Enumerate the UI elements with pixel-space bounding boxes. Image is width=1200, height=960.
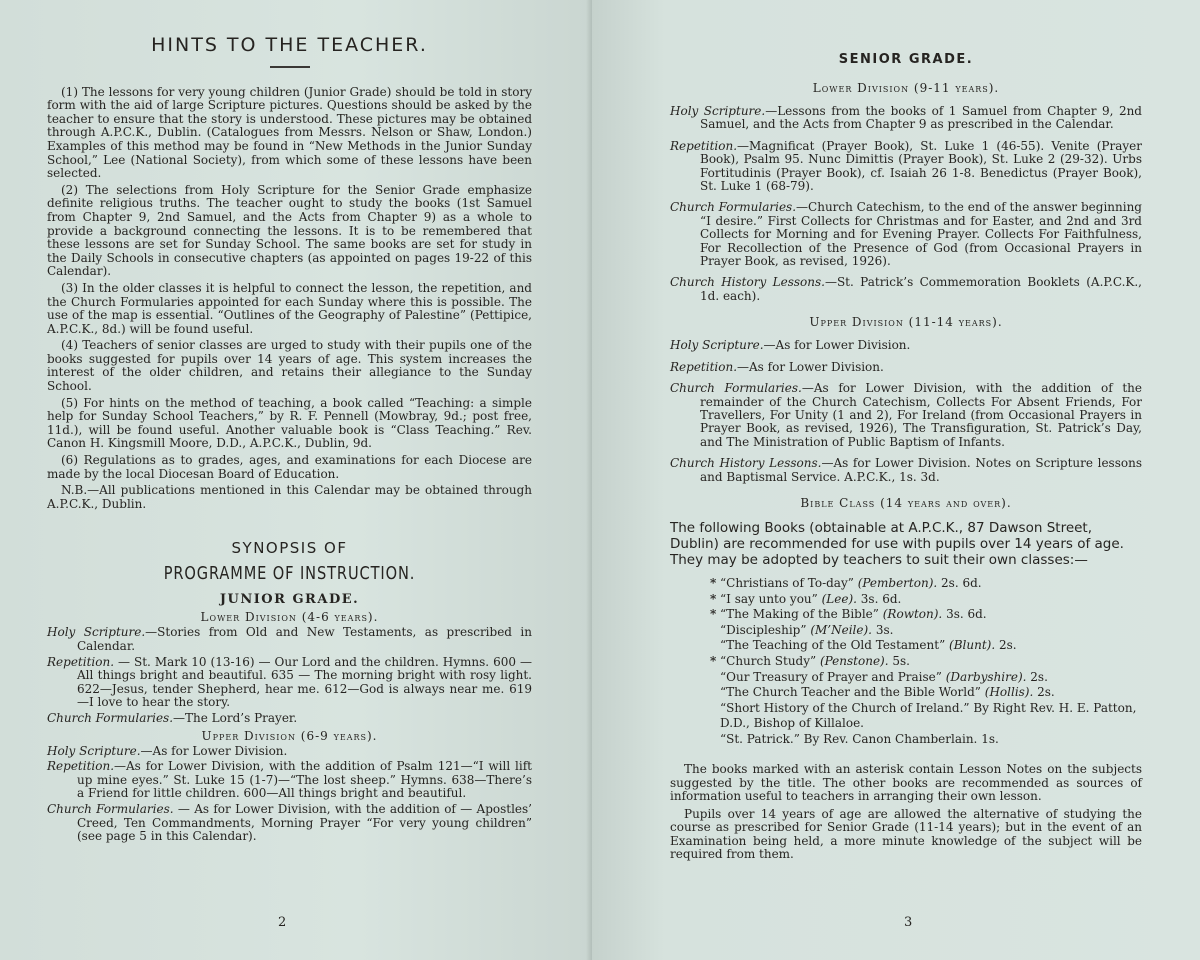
entry-label: Church Formularies. bbox=[47, 801, 174, 816]
junior-upper-entry bbox=[47, 745, 532, 759]
entry-text: — As for Lower Division, with the addition of — Apostles’ Creed, Ten Commandments, Morning Prayer “For very young children” (see page 5 in this Calendar). bbox=[77, 801, 532, 844]
hint-paragraph-1: (1) The lessons for very young children (Junior Grade) should be told in story form with the aid of large Scripture pictures. Questions should be asked by the teacher to ensure that the story is understood. These pictures may be obtained through A.P.C.K., Dublin. (Catalogues from Messrs. Nelson or Shaw, London.) Examples of this method may be found in “New Methods in the Junior Sunday School,” Lee (National Society), from which some of these lessons have been selected. bbox=[47, 84, 532, 181]
hint-paragraph-3: (3) In the older classes it is helpful to connect the lesson, the repetition, and the Church Formularies appointed for each Sunday where this is possible. The use of the map is essential. “Outlines of the Geography of Palestine” (Pettipice, A.P.C.K., 8d.) will be found useful. bbox=[47, 280, 532, 336]
book-title: “The Church Teacher and the Bible World” bbox=[720, 685, 981, 700]
book-author: (Darbyshire). bbox=[945, 669, 1027, 684]
left-page bbox=[0, 0, 592, 960]
book-title: “The Making of the Bible” bbox=[720, 607, 879, 622]
book-item bbox=[690, 592, 1142, 608]
entry-label: Repetition. bbox=[670, 359, 738, 374]
entry-text: —The Lord’s Prayer. bbox=[173, 710, 298, 725]
book-author: (Hollis). bbox=[984, 685, 1034, 700]
book-author: (Blunt). bbox=[949, 638, 996, 653]
entry-text: —As for Lower Division, with the addition of the remainder of the Church Catechism, Collects For Absent Friends, For Travellers, For Unity (1 and 2), For Ireland (from Occasional Prayers in Prayer Book, as revised, 1926), The Transfiguration, St. Patrick’s Day, and The Ministration of Public Baptism of Infants. bbox=[700, 381, 1142, 449]
book-price: 2s. bbox=[1030, 669, 1048, 684]
entry-text: — St. Mark 10 (13-16) — Our Lord and the children. Hymns. 600 — All things bright and beautiful. 635 — The morning bright with rosy light. 622—Jesus, tender Shepherd, hear me. 612—God is always near me. 619—I love to hear the story. bbox=[77, 654, 532, 710]
entry-text: —Church Catechism, to the end of the answer beginning “I desire.” First Collects for Christmas and for Easter, and 2nd and 3rd Collects for Morning and for Evening Prayer. Collects For Faithfulness, For Recollection of the Presence of God (from Occasional Prayers in Prayer Book, as revised, 1926). bbox=[700, 200, 1142, 269]
junior-lower-division: Lower Division (4-6 years). bbox=[200, 610, 379, 625]
senior-lower-entry bbox=[670, 140, 1142, 194]
book-author: (Pemberton). bbox=[857, 575, 938, 590]
entry-label: Holy Scripture. bbox=[47, 625, 146, 640]
hint-paragraph-2: (2) The selections from Holy Scripture for the Senior Grade emphasize definite religious truths. The teacher ought to study the books (1st Samuel from Chapter 9, 2nd Samuel, and the Acts from Chapter 9) as a whole to provide a background connecting the lessons. It is to be remembered that these lessons are set for Sunday School. The same books are set for study in the Daily Schools in consecutive chapters (as appointed on pages 19-22 of this Calendar). bbox=[47, 182, 532, 279]
junior-upper-entry bbox=[47, 803, 532, 844]
book-title: “I say unto you” bbox=[720, 591, 818, 606]
junior-lower-entry bbox=[47, 656, 532, 710]
hint-paragraph-4: (4) Teachers of senior classes are urged to study with their pupils one of the books suggested for pupils over 14 years of age. This system increases the interest of the older children, and retains their allegiance to the Sunday School. bbox=[47, 338, 532, 394]
senior-upper-division: Upper Division (11-14 years). bbox=[809, 315, 1003, 330]
entry-label: Church Formularies. bbox=[670, 381, 802, 396]
senior-upper-entry bbox=[670, 457, 1142, 484]
right-page bbox=[592, 0, 1200, 960]
hint-paragraph-6: (6) Regulations as to grades, ages, and examinations for each Diocese are made by the local Diocesan Board of Education. bbox=[47, 453, 532, 481]
senior-upper-entry bbox=[670, 382, 1142, 449]
asterisk-mark: * bbox=[710, 575, 717, 590]
book-author: (Rowton). bbox=[882, 607, 943, 622]
asterisk-mark: * bbox=[710, 653, 717, 668]
synopsis-line-2: PROGRAMME OF INSTRUCTION. bbox=[163, 563, 416, 585]
book-price: 3s. bbox=[875, 622, 894, 637]
book-author: By Right Rev. H. E. Patton, D.D., Bishop of Killaloe. bbox=[720, 700, 1137, 731]
senior-lower-entry bbox=[670, 105, 1142, 132]
book-author: (Penstone). bbox=[819, 653, 889, 668]
senior-upper-entry bbox=[670, 361, 1142, 374]
entry-text: —St. Patrick’s Commemoration Booklets (A.P.C.K., 1d. each). bbox=[700, 275, 1142, 303]
bible-class-intro: The following Books (obtainable at A.P.C.K., 87 Dawson Street, Dublin) are recommended for use with pupils over 14 years of age. They may be adopted by teachers to suit their own classes:— bbox=[670, 519, 1124, 568]
junior-upper-entry bbox=[47, 760, 532, 801]
bible-class-heading: Bible Class (14 years and over). bbox=[800, 495, 1012, 510]
junior-upper-division: Upper Division (6-9 years). bbox=[201, 728, 378, 743]
entry-label: Holy Scripture. bbox=[670, 104, 766, 118]
book-item bbox=[690, 670, 1142, 686]
entry-text: —As for Lower Division. bbox=[763, 338, 911, 353]
book-title: “Church Study” bbox=[720, 653, 817, 668]
entry-label: Church History Lessons. bbox=[670, 456, 822, 471]
junior-grade-title: JUNIOR GRADE. bbox=[219, 592, 360, 608]
entry-label: Church Formularies. bbox=[670, 200, 797, 215]
book-author: (Lee). bbox=[821, 591, 857, 606]
synopsis-heading bbox=[47, 539, 532, 584]
page-number: 3 bbox=[904, 915, 913, 930]
senior-lower-entry bbox=[670, 201, 1142, 268]
senior-upper-entry bbox=[670, 339, 1142, 352]
book-title: “Short History of the Church of Ireland.” bbox=[720, 700, 970, 715]
book-item bbox=[690, 685, 1142, 701]
entry-label: Repetition. bbox=[47, 759, 115, 774]
book-title: “The Teaching of the Old Testament” bbox=[720, 638, 946, 653]
entry-text: —Lessons from the books of 1 Samuel from Chapter 9, 2nd Samuel, and the Acts from Chapter 9 as prescribed in the Calendar. bbox=[700, 104, 1142, 132]
book-item bbox=[690, 607, 1142, 623]
book-item bbox=[690, 638, 1142, 654]
entry-label: Repetition. bbox=[670, 138, 738, 153]
entry-text: —Magnificat (Prayer Book), St. Luke 1 (46-55). Venite (Prayer Book), Psalm 95. Nunc Dimittis (Prayer Book), St. Luke 2 (29-32). Urbs Fortitudinis (Prayer Book), cf. Isaiah 26 1-8. Benedictus (Prayer Book), St. Luke 1 (68-79). bbox=[700, 138, 1142, 194]
book-item bbox=[690, 732, 1142, 748]
entry-label: Holy Scripture. bbox=[670, 338, 764, 353]
asterisk-note: The books marked with an asterisk contain Lesson Notes on the subjects suggested by the title. The other books are recommended as sources of information useful to teachers in arranging their own lesson. bbox=[670, 762, 1142, 804]
junior-lower-entry bbox=[47, 712, 532, 726]
entry-label: Repetition. bbox=[47, 654, 115, 669]
book-list bbox=[690, 576, 1142, 748]
book-price: 2s. 6d. bbox=[941, 575, 982, 590]
junior-lower-entry bbox=[47, 626, 532, 653]
book-item bbox=[690, 654, 1142, 670]
book-item bbox=[690, 623, 1142, 639]
asterisk-mark: * bbox=[710, 591, 717, 606]
entry-text: —As for Lower Division. bbox=[140, 743, 288, 758]
alternative-note: Pupils over 14 years of age are allowed the alternative of studying the course as prescribed for Senior Grade (11-14 years); but in the event of an Examination being held, a more minute knowledge of the subject will be required from them. bbox=[670, 806, 1142, 861]
book-author: By Rev. Canon Chamberlain. bbox=[803, 731, 978, 746]
senior-lower-entry bbox=[670, 276, 1142, 303]
book-price: 1s. bbox=[981, 731, 999, 746]
book-price: 3s. 6d. bbox=[946, 607, 987, 622]
hints-heading: HINTS TO THE TEACHER. bbox=[151, 34, 428, 56]
book-title: “Our Treasury of Prayer and Praise” bbox=[720, 669, 942, 684]
synopsis-line-1: SYNOPSIS OF bbox=[231, 539, 348, 558]
heading-rule bbox=[270, 66, 310, 68]
asterisk-mark: * bbox=[710, 607, 717, 622]
page-number: 2 bbox=[278, 915, 287, 930]
entry-text: —As for Lower Division, with the addition of Psalm 121—“I will lift up mine eyes.” St. Luke 15 (1-7)—“The lost sheep.” Hymns. 638—There’s a Friend for little children. 600—All things bright and beautiful. bbox=[77, 759, 532, 801]
book-price: 3s. 6d. bbox=[860, 591, 902, 606]
book-price: 5s. bbox=[892, 653, 910, 668]
entry-text: —As for Lower Division. Notes on Scripture lessons and Baptismal Service. A.P.C.K., 1s. 3d. bbox=[700, 456, 1142, 484]
book-price: 2s. bbox=[1037, 685, 1055, 700]
hint-paragraph-5: (5) For hints on the method of teaching, a book called “Teaching: a simple help for Sunday School Teachers,” by R. F. Pennell (Mowbray, 9d.; post free, 11d.), will be found useful. Another valuable book is “Class Teaching.” Rev. Canon H. Kingsmill Moore, D.D., A.P.C.K., Dublin, 9d. bbox=[47, 395, 532, 451]
senior-grade-title: SENIOR GRADE. bbox=[838, 52, 974, 67]
book-author: (M’Neile). bbox=[810, 622, 872, 637]
entry-label: Church Formularies. bbox=[47, 710, 174, 725]
book-item bbox=[690, 701, 1142, 732]
book-title: “St. Patrick.” bbox=[720, 731, 800, 746]
hint-paragraph-nb: N.B.—All publications mentioned in this Calendar may be obtained through A.P.C.K., Dublin. bbox=[47, 483, 532, 511]
book-item bbox=[690, 576, 1142, 592]
book-title: “Discipleship” bbox=[720, 622, 807, 637]
book-price: 2s. bbox=[999, 638, 1017, 653]
entry-text: —As for Lower Division. bbox=[737, 359, 884, 374]
senior-lower-division: Lower Division (9-11 years). bbox=[812, 81, 1000, 95]
entry-label: Church History Lessons. bbox=[670, 275, 825, 290]
entry-label: Holy Scripture. bbox=[47, 743, 141, 758]
book-title: “Christians of To-day” bbox=[720, 575, 854, 590]
entry-text: —Stories from Old and New Testaments, as prescribed in Calendar. bbox=[77, 625, 532, 653]
